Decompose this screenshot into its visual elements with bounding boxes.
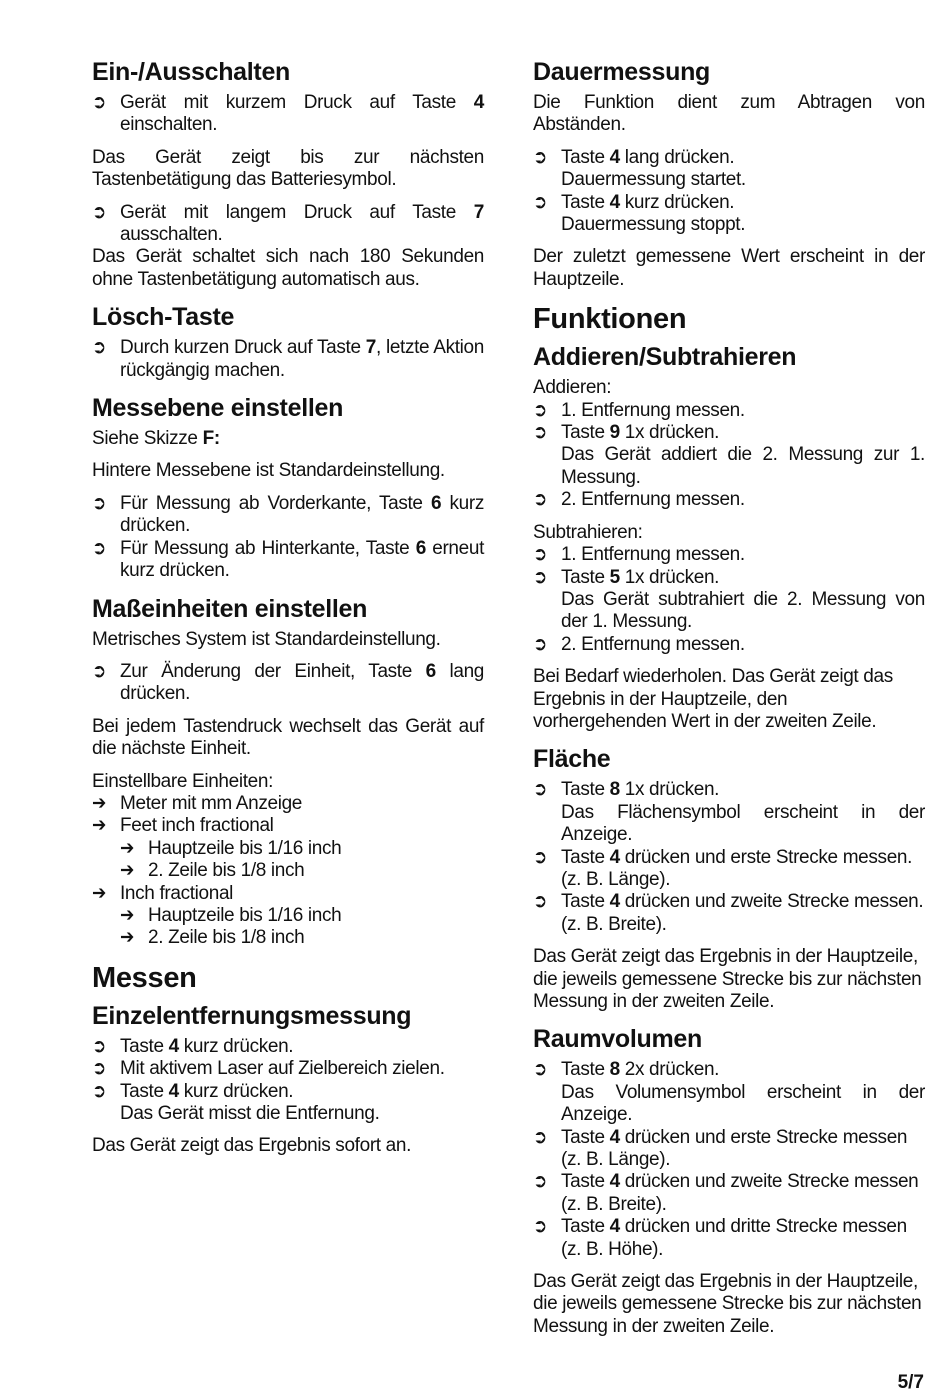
unit-subitem: ➔ Hauptzeile bis 1/16 inch — [120, 904, 342, 926]
key-number: 8 — [609, 779, 620, 801]
step-arrow-icon: ➲ — [92, 660, 106, 682]
step-arrow-icon: ➲ — [533, 1216, 547, 1238]
step-arrow-icon: ➲ — [92, 1035, 106, 1057]
step-arrow-icon: ➲ — [533, 566, 547, 588]
step-arrow-icon: ➲ — [92, 492, 106, 514]
step-list — [92, 1036, 484, 1126]
step-arrow-icon: ➲ — [533, 399, 547, 421]
step-arrow-icon: ➲ — [92, 201, 106, 223]
section-title: Messebene einstellen — [92, 394, 344, 423]
step-item: ➲ Taste 4 drücken und dritte Strecke messen (z. B. Höhe). — [533, 1216, 907, 1260]
paragraph: Das Gerät schaltet sich nach 180 Sekunden ohne Tastenbetätigung automatisch aus. — [92, 246, 484, 290]
key-number: 4 — [609, 1171, 620, 1193]
right-arrow-icon: ➔ — [120, 904, 134, 926]
step-item: ➲ 2. Entfernung messen. — [533, 489, 745, 511]
step-item: ➲ Taste 4 drücken und erste Strecke messen. (z. B. Länge). — [533, 846, 913, 890]
section-messen — [92, 960, 484, 1158]
paragraph: Die Funktion dient zum Abtragen von Abständen. — [533, 92, 925, 136]
section-dauermessung — [533, 56, 925, 291]
section-raumvolumen — [533, 1023, 925, 1338]
section-title: Lösch-Taste — [92, 303, 235, 332]
key-number: 6 — [415, 537, 426, 559]
unit-subitem: ➔ 2. Zeile bis 1/8 inch — [120, 927, 305, 949]
step-item: ➲ Taste 5 1x drücken. Das Gerät subtrahiert die 2. Messung von der 1. Messung. — [533, 566, 925, 633]
step-arrow-icon: ➲ — [533, 891, 547, 913]
step-item: ➲ Taste 4 kurz drücken. — [92, 1035, 294, 1057]
step-list — [92, 661, 484, 706]
section-loesch-taste — [92, 301, 484, 382]
step-arrow-icon: ➲ — [533, 191, 547, 213]
key-number: 6 — [425, 660, 436, 682]
step-item: ➲ Taste 4 drücken und zweite Strecke messen (z. B. Breite). — [533, 1171, 919, 1215]
step-arrow-icon: ➲ — [533, 146, 547, 168]
step-item: ➲ Taste 4 lang drücken. Dauermessung startet. — [533, 146, 746, 191]
section-title: Fläche — [533, 745, 611, 774]
key-number: 4 — [473, 92, 484, 113]
step-item: ➲ Zur Änderung der Einheit, Taste 6 lang drücken. — [92, 660, 485, 705]
step-list — [92, 493, 484, 583]
right-arrow-icon: ➔ — [120, 860, 134, 882]
key-number: 5 — [609, 566, 620, 588]
step-item: ➲ Mit aktivem Laser auf Zielbereich zielen. — [92, 1058, 445, 1080]
key-number: 4 — [609, 146, 620, 168]
unit-subitem: ➔ 2. Zeile bis 1/8 inch — [120, 860, 305, 882]
paragraph: Einstellbare Einheiten: — [92, 770, 274, 792]
unit-subitem: ➔ Hauptzeile bis 1/16 inch — [120, 837, 342, 859]
step-arrow-icon: ➲ — [533, 779, 547, 801]
step-item: ➲ 2. Entfernung messen. — [533, 633, 745, 655]
step-list — [92, 202, 484, 247]
step-list — [92, 337, 484, 382]
section-title: Maßeinheiten einstellen — [92, 594, 368, 623]
right-column — [533, 56, 925, 1348]
step-item: ➲ Taste 4 drücken und erste Strecke messen (z. B. Länge). — [533, 1126, 908, 1171]
step-item: ➲ 1. Entfernung messen. — [533, 544, 745, 566]
paragraph: Das Gerät zeigt das Ergebnis in der Hauptzeile, die jeweils gemessene Strecke bis zur nächsten Messung in der zweiten Zeile. — [533, 946, 922, 1012]
step-arrow-icon: ➲ — [533, 846, 547, 868]
step-arrow-icon: ➲ — [533, 1171, 547, 1193]
step-item: ➲ Für Messung ab Vorderkante, Taste 6 kurz drücken. — [92, 492, 484, 537]
step-item: ➲ Gerät mit kurzem Druck auf Taste 4 einschalten. — [92, 92, 484, 136]
step-arrow-icon: ➲ — [533, 544, 547, 566]
section-title: Raumvolumen — [533, 1025, 702, 1054]
unit-item: ➔ Feet inch fractional — [92, 815, 274, 837]
key-number: 7 — [473, 201, 484, 223]
step-arrow-icon: ➲ — [533, 422, 547, 444]
step-arrow-icon: ➲ — [92, 337, 106, 359]
step-arrow-icon: ➲ — [533, 1059, 547, 1081]
chapter-title: Funktionen — [533, 303, 687, 336]
section-title: Einzelentfernungsmessung — [92, 1001, 412, 1030]
step-item: ➲ 1. Entfernung messen. — [533, 399, 745, 421]
step-arrow-icon: ➲ — [533, 633, 547, 655]
section-title: Addieren/Subtrahieren — [533, 343, 797, 372]
step-list — [533, 1059, 925, 1261]
paragraph: Das Gerät zeigt das Ergebnis in der Hauptzeile, die jeweils gemessene Strecke bis zur nächsten Messung in der zweiten Zeile. — [533, 1271, 922, 1337]
key-number: 8 — [609, 1059, 620, 1081]
step-arrow-icon: ➲ — [92, 1058, 106, 1080]
paragraph: Siehe Skizze F: — [92, 428, 220, 450]
key-number: 9 — [609, 422, 620, 444]
paragraph: Addieren: — [533, 377, 612, 399]
step-list — [533, 544, 925, 656]
section-addieren-subtrahieren — [533, 341, 925, 733]
step-item: ➲ Durch kurzen Druck auf Taste 7, letzte Aktion rückgängig machen. — [92, 337, 484, 381]
unit-list — [92, 793, 484, 950]
paragraph: Bei jedem Tastendruck wechselt das Gerät auf die nächste Einheit. — [92, 715, 484, 760]
step-item: ➲ Taste 4 drücken und zweite Strecke messen. (z. B. Breite). — [533, 891, 924, 935]
step-arrow-icon: ➲ — [92, 1080, 106, 1102]
left-column — [92, 56, 484, 1168]
sketch-ref: F: — [202, 428, 220, 450]
step-item: ➲ Taste 4 kurz drücken. Dauermessung stoppt. — [533, 191, 746, 236]
right-arrow-icon: ➔ — [92, 815, 106, 837]
paragraph: Der zuletzt gemessene Wert erscheint in der Hauptzeile. — [533, 246, 925, 290]
section-flaeche — [533, 743, 925, 1013]
section-messebene — [92, 392, 484, 582]
paragraph: Das Gerät zeigt das Ergebnis sofort an. — [92, 1135, 412, 1157]
section-masseinheiten — [92, 593, 484, 950]
step-item: ➲ Taste 4 kurz drücken. Das Gerät misst die Entfernung. — [92, 1080, 380, 1124]
key-number: 4 — [609, 891, 620, 913]
step-list — [92, 92, 484, 137]
paragraph: Metrisches System ist Standardeinstellung. — [92, 628, 441, 650]
key-number: 4 — [609, 1126, 620, 1148]
chapter-title: Messen — [92, 961, 197, 994]
paragraph: Hintere Messebene ist Standardeinstellung. — [92, 460, 445, 482]
key-number: 4 — [609, 1216, 620, 1238]
section-ein-ausschalten — [92, 56, 484, 291]
right-arrow-icon: ➔ — [120, 927, 134, 949]
step-list — [533, 779, 925, 936]
key-number: 6 — [430, 492, 442, 514]
paragraph: Bei Bedarf wiederholen. Das Gerät zeigt das Ergebnis in der Hauptzeile, den vorhergehenden Wert in der zweiten Zeile. — [533, 666, 893, 732]
step-item: ➲ Taste 8 1x drücken. Das Flächensymbol erscheint in der Anzeige. — [533, 779, 925, 846]
section-title: Dauermessung — [533, 58, 711, 86]
step-list — [533, 400, 925, 512]
right-arrow-icon: ➔ — [92, 792, 106, 814]
paragraph: Subtrahieren: — [533, 521, 643, 543]
key-number: 4 — [168, 1035, 179, 1057]
key-number: 7 — [365, 337, 376, 359]
page-number: 5/7 — [897, 1372, 924, 1393]
step-item: ➲ Taste 8 2x drücken. Das Volumensymbol erscheint in der Anzeige. — [533, 1059, 925, 1126]
step-list — [533, 147, 925, 237]
unit-item: ➔ Inch fractional — [92, 882, 234, 904]
right-arrow-icon: ➔ — [120, 837, 134, 859]
unit-item: ➔ Meter mit mm Anzeige — [92, 792, 302, 814]
key-number: 4 — [168, 1080, 179, 1102]
right-arrow-icon: ➔ — [92, 882, 106, 904]
step-item: ➲ Für Messung ab Hinterkante, Taste 6 erneut kurz drücken. — [92, 537, 484, 582]
section-title: Ein-/Ausschalten — [92, 58, 291, 86]
step-arrow-icon: ➲ — [92, 92, 106, 113]
paragraph: Das Gerät zeigt bis zur nächsten Tastenbetätigung das Batteriesymbol. — [92, 146, 484, 191]
step-arrow-icon: ➲ — [533, 1126, 547, 1148]
step-arrow-icon: ➲ — [533, 489, 547, 511]
step-arrow-icon: ➲ — [92, 537, 106, 559]
step-item: ➲ Taste 9 1x drücken. Das Gerät addiert die 2. Messung zur 1. Messung. — [533, 422, 925, 488]
step-item: ➲ Gerät mit langem Druck auf Taste 7 ausschalten. — [92, 201, 484, 246]
key-number: 4 — [609, 191, 620, 213]
key-number: 4 — [609, 846, 620, 868]
